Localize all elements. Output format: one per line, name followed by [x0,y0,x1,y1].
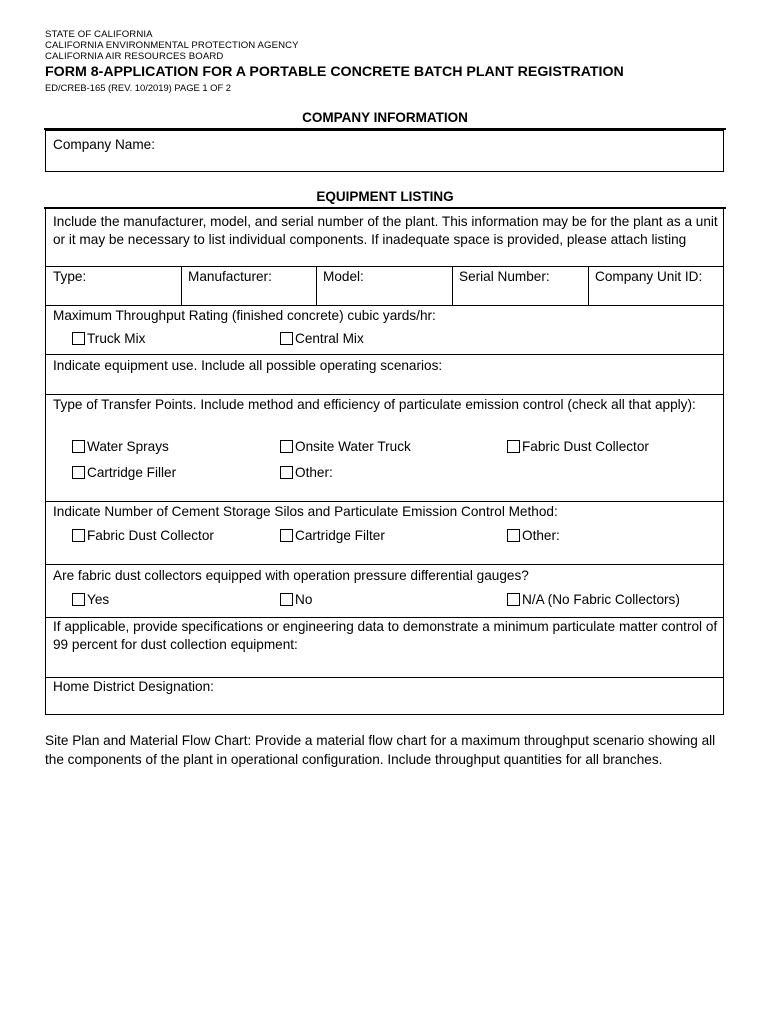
col-type-label[interactable]: Type: [53,269,87,284]
company-section-title: COMPANY INFORMATION [302,110,468,125]
cartridge-filler-checkbox[interactable] [72,465,176,480]
onsite-water-truck-label: Onsite Water Truck [295,439,411,454]
transfer-other-checkbox[interactable] [280,465,333,480]
checkbox-square[interactable] [280,332,293,345]
columns-top-line [45,266,724,267]
silos-label: Indicate Number of Cement Storage Silos and Particulate Emission Control Method: [53,504,558,519]
company-name-label: Company Name: [53,137,155,152]
gauges-label: Are fabric dust collectors equipped with operation pressure differential gauges? [53,568,529,583]
silo-fabric-dust-collector-label: Fabric Dust Collector [87,528,214,543]
form-title: FORM 8-APPLICATION FOR A PORTABLE CONCRETE BATCH PLANT REGISTRATION [45,64,624,80]
col-serial-number-label[interactable]: Serial Number: [459,269,550,284]
gauges-no-label: No [295,592,313,607]
water-sprays-checkbox[interactable] [72,439,169,454]
transfer-points-top-line [45,394,724,395]
onsite-water-truck-checkbox[interactable] [280,439,411,454]
gauges-no-checkbox[interactable] [280,592,312,607]
checkbox-square[interactable] [72,466,85,479]
truck-mix-checkbox[interactable] [72,331,145,346]
gauges-yes-label: Yes [87,592,110,607]
checkbox-square[interactable] [72,593,85,606]
col-model-label[interactable]: Model: [323,269,364,284]
col-company-unit-id-label[interactable]: Company Unit ID: [595,269,703,284]
silo-other-checkbox[interactable] [507,528,560,543]
transfer-other-label: Other: [295,465,333,480]
equipment-intro-text: Include the manufacturer, model, and serial number of the plant. This information may be for the plant as a unit or it may be necessary to list individual components. If inadequate space is provided, please attach listing [53,214,718,247]
equipment-section-title: EQUIPMENT LISTING [316,189,454,204]
equipment-use-label: Indicate equipment use. Include all possible operating scenarios: [53,358,443,373]
home-district-label[interactable]: Home District Designation: [53,679,214,694]
checkbox-square[interactable] [280,529,293,542]
throughput-label: Maximum Throughput Rating (finished concrete) cubic yards/hr: [53,308,436,323]
silos-top-line [45,501,724,502]
col-divider-3 [452,266,453,305]
agency-line-carb: CALIFORNIA AIR RESOURCES BOARD [45,51,224,62]
agency-line-calepa: CALIFORNIA ENVIRONMENTAL PROTECTION AGENCY [45,40,299,51]
truck-mix-label: Truck Mix [87,331,146,346]
silo-other-label: Other: [522,528,560,543]
site-plan-text: Site Plan and Material Flow Chart: Provide a material flow chart for a maximum throughput scenario showing all the components of the plant in operational configuration. Include throughput quantities for all branches. [45,733,716,767]
silo-cartridge-filter-checkbox[interactable] [280,528,385,543]
gauges-na-checkbox[interactable] [507,592,680,607]
transfer-fabric-dust-collector-label: Fabric Dust Collector [522,439,649,454]
gauges-yes-checkbox[interactable] [72,592,109,607]
specs-label: If applicable, provide specifications or engineering data to demonstrate a minimum particulate matter control of 99 percent for dust collection equipment: [53,619,718,652]
transfer-points-label: Type of Transfer Points. Include method and efficiency of particulate emission control (check all that apply): [53,397,696,412]
col-divider-4 [588,266,589,305]
throughput-top-line [45,305,724,306]
checkbox-square[interactable] [507,593,520,606]
col-manufacturer-label[interactable]: Manufacturer: [188,269,272,284]
gauges-top-line [45,564,724,565]
central-mix-checkbox[interactable] [280,331,364,346]
silo-cartridge-filter-label: Cartridge Filter [295,528,385,543]
agency-line-state: STATE OF CALIFORNIA [45,29,153,40]
cartridge-filler-label: Cartridge Filler [87,465,177,480]
col-divider-1 [181,266,182,305]
checkbox-square[interactable] [72,529,85,542]
checkbox-square[interactable] [507,529,520,542]
transfer-fabric-dust-collector-checkbox[interactable] [507,439,649,454]
checkbox-square[interactable] [72,332,85,345]
equipment-use-top-line [45,354,724,355]
silo-fabric-dust-collector-checkbox[interactable] [72,528,214,543]
central-mix-label: Central Mix [295,331,364,346]
gauges-na-label: N/A (No Fabric Collectors) [522,592,680,607]
checkbox-square[interactable] [280,440,293,453]
form-code: ED/CREB-165 (REV. 10/2019) PAGE 1 OF 2 [45,82,232,93]
water-sprays-label: Water Sprays [87,439,169,454]
checkbox-square[interactable] [72,440,85,453]
col-divider-2 [316,266,317,305]
checkbox-square[interactable] [280,593,293,606]
checkbox-square[interactable] [507,440,520,453]
checkbox-square[interactable] [280,466,293,479]
